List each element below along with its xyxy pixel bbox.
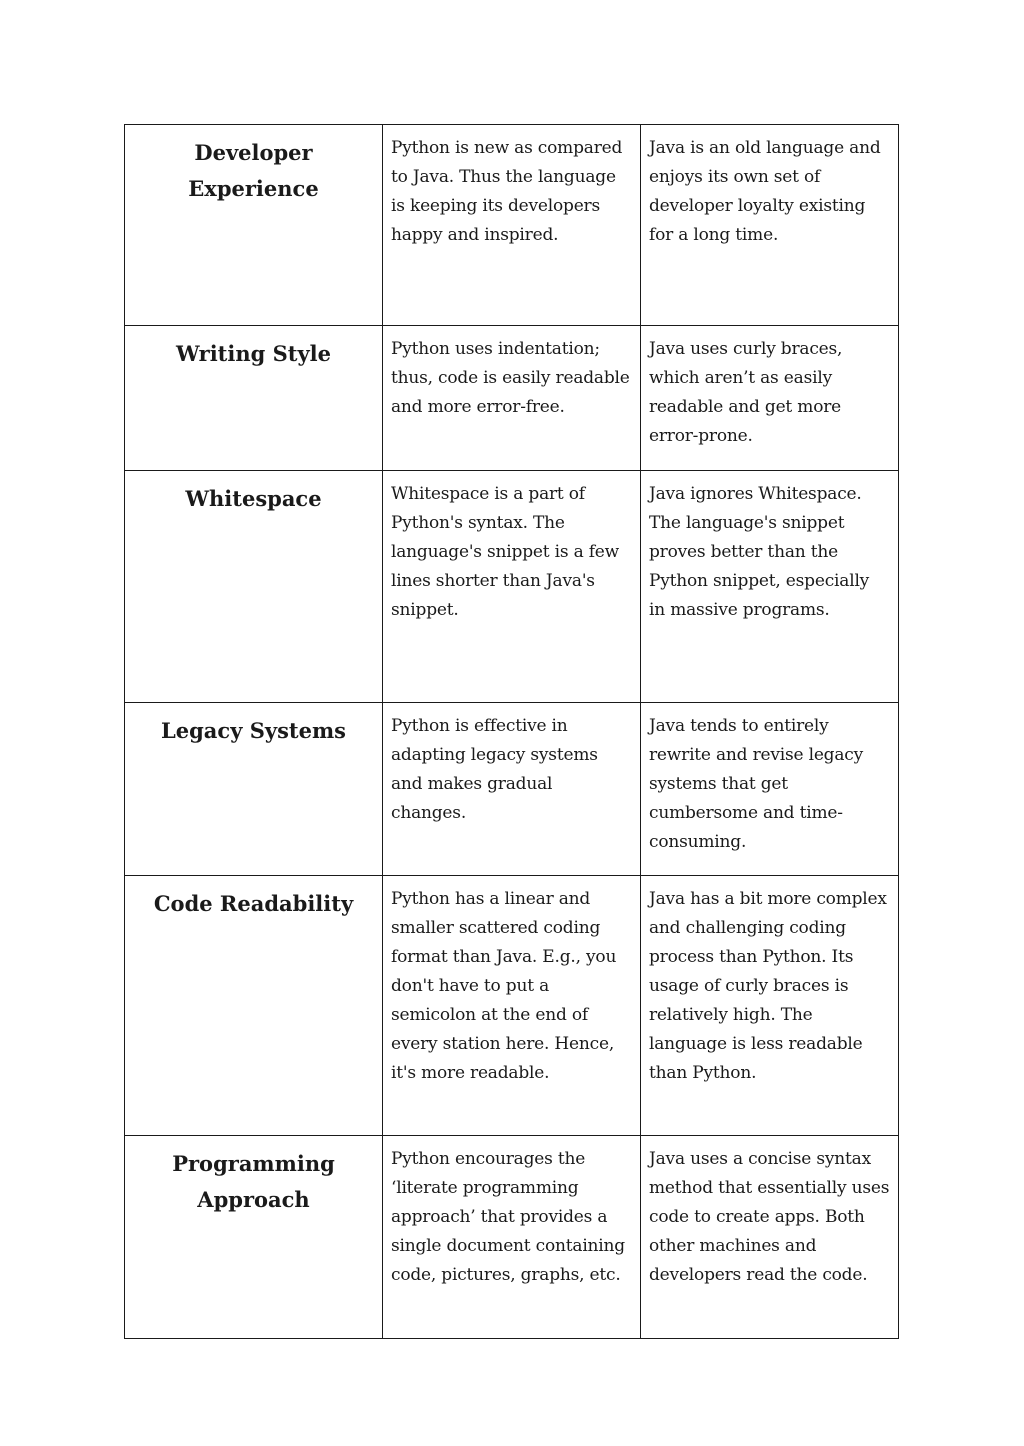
python-cell: Python uses indentation; thus, code is easily readable and more error-free. [383, 326, 641, 471]
java-cell: Java uses curly braces, which aren’t as easily readable and get more error-prone. [641, 326, 899, 471]
python-cell: Python encourages the ‘literate programming approach’ that provides a single document containing code, pictures, graphs, etc. [383, 1136, 641, 1339]
row-title-line: Code Readability [153, 891, 354, 916]
java-cell: Java is an old language and enjoys its own set of developer loyalty existing for a long time. [641, 125, 899, 326]
row-title-line: Experience [188, 176, 319, 201]
python-cell: Python is effective in adapting legacy systems and makes gradual changes. [383, 703, 641, 876]
python-cell: Python is new as compared to Java. Thus the language is keeping its developers happy and inspired. [383, 125, 641, 326]
row-title-cell [125, 326, 383, 471]
java-cell: Java ignores Whitespace. The language's snippet proves better than the Python snippet, especially in massive programs. [641, 471, 899, 703]
java-cell: Java tends to entirely rewrite and revise legacy systems that get cumbersome and time-consuming. [641, 703, 899, 876]
table-row [125, 471, 899, 703]
row-title-cell [125, 1136, 383, 1339]
java-cell: Java has a bit more complex and challenging coding process than Python. Its usage of curly braces is relatively high. The language is less readable than Python. [641, 876, 899, 1136]
python-cell: Whitespace is a part of Python's syntax. The language's snippet is a few lines shorter than Java's snippet. [383, 471, 641, 703]
row-title-cell [125, 703, 383, 876]
row-title-cell [125, 471, 383, 703]
row-title-cell [125, 876, 383, 1136]
python-cell: Python has a linear and smaller scattered coding format than Java. E.g., you don't have to put a semicolon at the end of every station here. Hence, it's more readable. [383, 876, 641, 1136]
row-title-cell [125, 125, 383, 326]
table-row [125, 703, 899, 876]
table-row [125, 125, 899, 326]
row-title-line: Legacy Systems [160, 718, 346, 743]
comparison-table [124, 124, 899, 1339]
row-title-line: Writing Style [175, 341, 332, 366]
row-title-line: Programming [172, 1151, 335, 1176]
java-cell: Java uses a concise syntax method that essentially uses code to create apps. Both other machines and developers read the code. [641, 1136, 899, 1339]
table-row [125, 326, 899, 471]
row-title-line: Whitespace [185, 486, 322, 511]
table-row [125, 876, 899, 1136]
table-row [125, 1136, 899, 1339]
row-title-line: Approach [197, 1187, 310, 1212]
row-title-line: Developer [194, 140, 313, 165]
